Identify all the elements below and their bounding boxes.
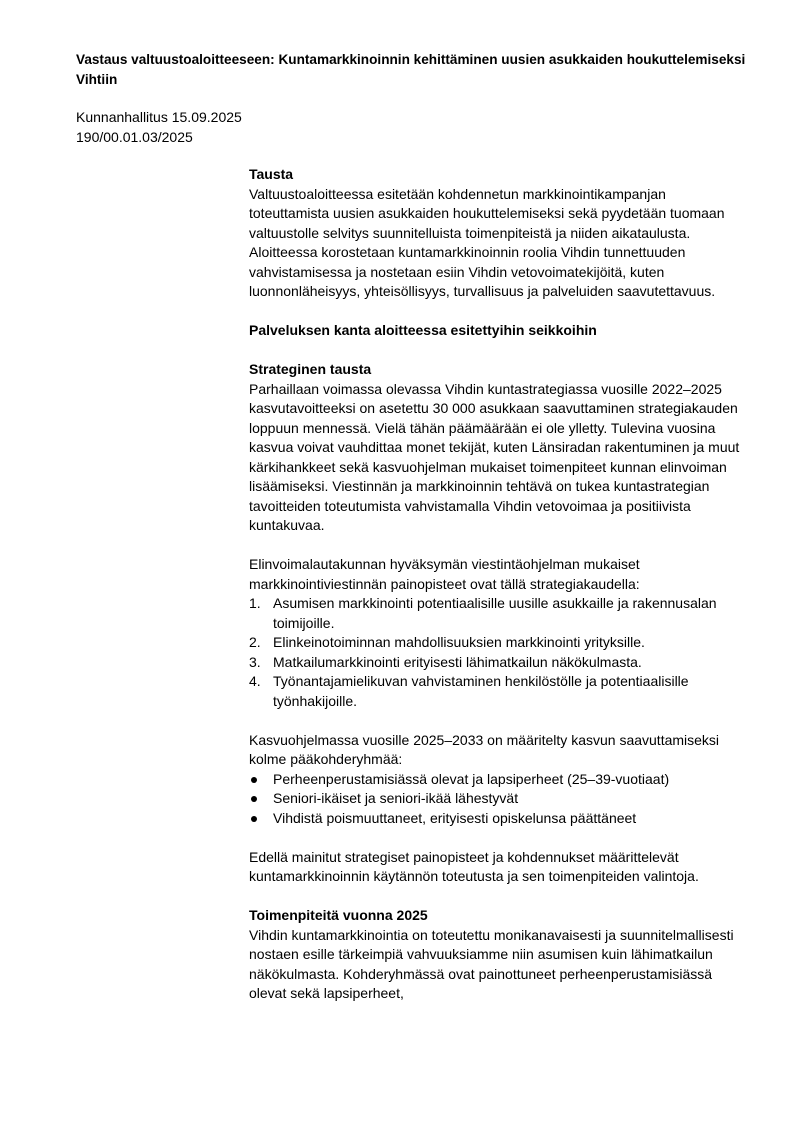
list-item: [249, 809, 749, 829]
list-item-text: Perheenperustamisiässä olevat ja lapsiperheet (25–39-vuotiaat): [273, 770, 670, 787]
list-number: 4.: [249, 673, 261, 689]
bullet-icon: [251, 777, 257, 783]
paragraph-toimenpiteet: Vihdin kuntamarkkinointia on toteutettu monikanavaisesti ja suunnitelmallisesti nostaen esille tärkeimpiä vahvuuksiamme niin asumisen kuin lähimatkailun näkökulmasta. Kohderyhmässä ovat painottuneet perheenperustamisiässä olevat sekä lapsiperheet,: [249, 926, 734, 1001]
paragraph-kasvuohjelma-intro: Kasvuohjelmassa vuosille 2025–2033 on määritelty kasvun saavuttamiseksi kolme pääkohderyhmää:: [249, 731, 720, 767]
section-heading-tausta: Tausta: [249, 166, 294, 182]
list-item: [249, 789, 749, 809]
section-heading-kanta: Palveluksen kanta aloitteessa esitettyihin seikkoihin: [249, 322, 597, 338]
list-item-text: Elinkeinotoiminnan mahdollisuuksien markkinointi yrityksille.: [273, 634, 645, 650]
meeting-date: Kunnanhallitus 15.09.2025: [76, 109, 242, 125]
bullet-icon: [251, 816, 257, 822]
list-item-text: Vihdistä poismuuttaneet, erityisesti opiskelunsa päättäneet: [273, 809, 637, 826]
list-item-text: Seniori-ikäiset ja seniori-ikää lähestyvät: [273, 790, 519, 806]
document-body: [249, 165, 749, 1004]
bullet-icon: [251, 796, 257, 802]
document-meta: [76, 108, 242, 147]
paragraph-painopisteet-intro: Elinvoimalautakunnan hyväksymän viestintäohjelman mukaiset markkinointiviestinnän painopisteet ovat tällä strategiakaudella:: [249, 556, 640, 592]
list-number: 1.: [249, 595, 261, 611]
section-heading-strateginen: Strateginen tausta: [249, 361, 372, 377]
reference-number: 190/00.01.03/2025: [76, 128, 193, 145]
bullet-list: [249, 770, 749, 829]
paragraph-closing: Edellä mainitut strategiset painopisteet ja kohdennukset määrittelevät kuntamarkkinoinnin käytännön toteutusta ja sen toimenpiteiden valintoja.: [249, 848, 699, 884]
numbered-list: [249, 594, 749, 711]
list-item-text: Matkailumarkkinointi erityisesti lähimatkailun näkökulmasta.: [273, 653, 642, 670]
list-item: [249, 653, 749, 673]
list-number: 2.: [249, 634, 261, 650]
paragraph-tausta: Valtuustoaloitteessa esitetään kohdennetun markkinointikampanjan toteuttamista uusien asukkaiden houkuttelemiseksi sekä pyydetään tuomaan valtuustolle selvitys suunnitelluista toimenpiteistä ja niiden aikataulusta. Aloitteessa korostetaan kuntamarkkinoinnin roolia Vihdin tunnettuuden vahvistamisessa ja nostetaan esiin Vihdin vetovoimatekijöitä, kuten luonnonläheisyys, yhteisöllisyys, turvallisuus ja palveluiden saavutettavuus.: [249, 185, 725, 299]
list-item: [249, 594, 749, 633]
list-item-text: Työnantajamielikuvan vahvistaminen henkilöstölle ja potentiaalisille työnhakijoille.: [273, 673, 689, 709]
list-item-text: Asumisen markkinointi potentiaalisille uusille asukkaille ja rakennusalan toimijoille.: [273, 595, 717, 631]
section-heading-toimenpiteet: Toimenpiteitä vuonna 2025: [249, 907, 428, 923]
list-item: [249, 672, 749, 711]
list-item: [249, 633, 749, 653]
document-title: Vastaus valtuustoaloitteeseen: Kuntamarkkinoinnin kehittäminen uusien asukkaiden houkuttelemiseksi Vihtiin: [76, 52, 746, 87]
paragraph-strateginen: Parhaillaan voimassa olevassa Vihdin kuntastrategiassa vuosille 2022–2025 kasvutavoitteeksi on asetettu 30 000 asukkaan saavuttaminen strategiakauden loppuun mennessä. Vielä tähän päämäärään ei ole ylletty. Tulevina vuosina kasvua voivat vauhdittaa monet tekijät, kuten Länsiradan rakentuminen ja muut kärkihankkeet sekä kasvuohjelman mukaiset toimenpiteet kunnan elinvoiman lisäämiseksi. Viestinnän ja markkinoinnin tehtävä on tukea kuntastrategian tavoitteiden toteutumista vahvistamalla Vihdin vetovoimaa ja positiivista kuntakuvaa.: [249, 380, 740, 533]
list-item: [249, 770, 749, 790]
list-number: 3.: [249, 653, 261, 670]
